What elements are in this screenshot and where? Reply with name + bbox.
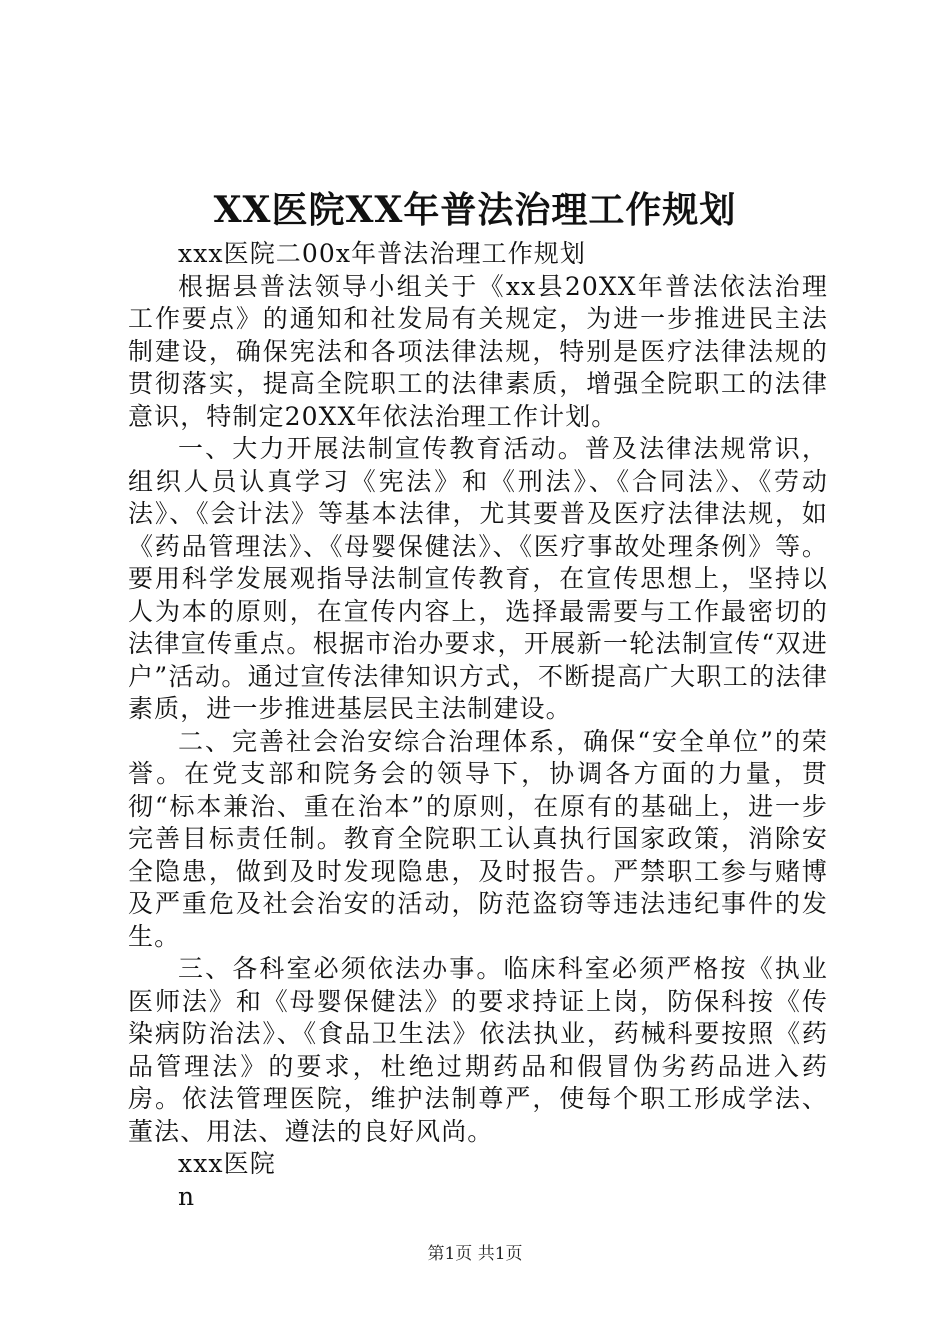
trailing-text: n [178,1181,196,1211]
paragraph-section-3: 三、各科室必须依法办事。临床科室必须严格按《执业医师法》和《母婴保健法》的要求持证上岗，防保科按《传染病防治法》、《食品卫生法》依法执业，药械科要按照《药品管理法》的要求，杜绝过期药品和假冒伪劣药品进入药房。依法管理医院，维护法制尊严，使每个职工形成学法、董法、用法、遵法的良好风尚。 [128,954,828,1146]
signature: xxx医院 [178,1149,276,1178]
paragraph-intro: 根据县普法领导小组关于《xx县20XX年普法依法治理工作要点》的通知和社发局有关规定，为进一步推进民主法制建设，确保宪法和各项法律法规，特别是医疗法律法规的贯彻落实，提高全院职工的法律素质，增强全院职工的法律意识，特制定20XX年依法治理工作计划。 [128,271,828,431]
document-subtitle: xxx医院二00x年普法治理工作规划 [178,239,587,268]
document-title: XX医院XX年普法治理工作规划 [213,189,737,231]
paragraph-section-2: 二、完善社会治安综合治理体系，确保“安全单位”的荣誉。在党支部和院务会的领导下，协调各方面的力量，贯彻“标本兼治、重在治本”的原则，在原有的基础上，进一步完善目标责任制。教育全院职工认真执行国家政策，消除安全隐患，做到及时发现隐患，及时报告。严禁职工参与赌博及严重危及社会治安的活动，防范盗窃等违法违纪事件的发生。 [128,726,828,951]
page-number-footer: 第1页 共1页 [427,1244,523,1264]
paragraph-section-1: 一、大力开展法制宣传教育活动。普及法律法规常识，组织人员认真学习《宪法》和《刑法》、《合同法》、《劳动法》、《会计法》等基本法律，尤其要普及医疗法律法规，如《药品管理法》、《母婴保健法》、《医疗事故处理条例》等。要用科学发展观指导法制宣传教育，在宣传思想上，坚持以人为本的原则，在宣传内容上，选择最需要与工作最密切的法律宣传重点。根据市治办要求，开展新一轮法制宣传“双进户”活动。通过宣传法律知识方式，不断提高广大职工的法律素质，进一步推进基层民主法制建设。 [128,434,828,723]
document-body [128,238,828,1213]
